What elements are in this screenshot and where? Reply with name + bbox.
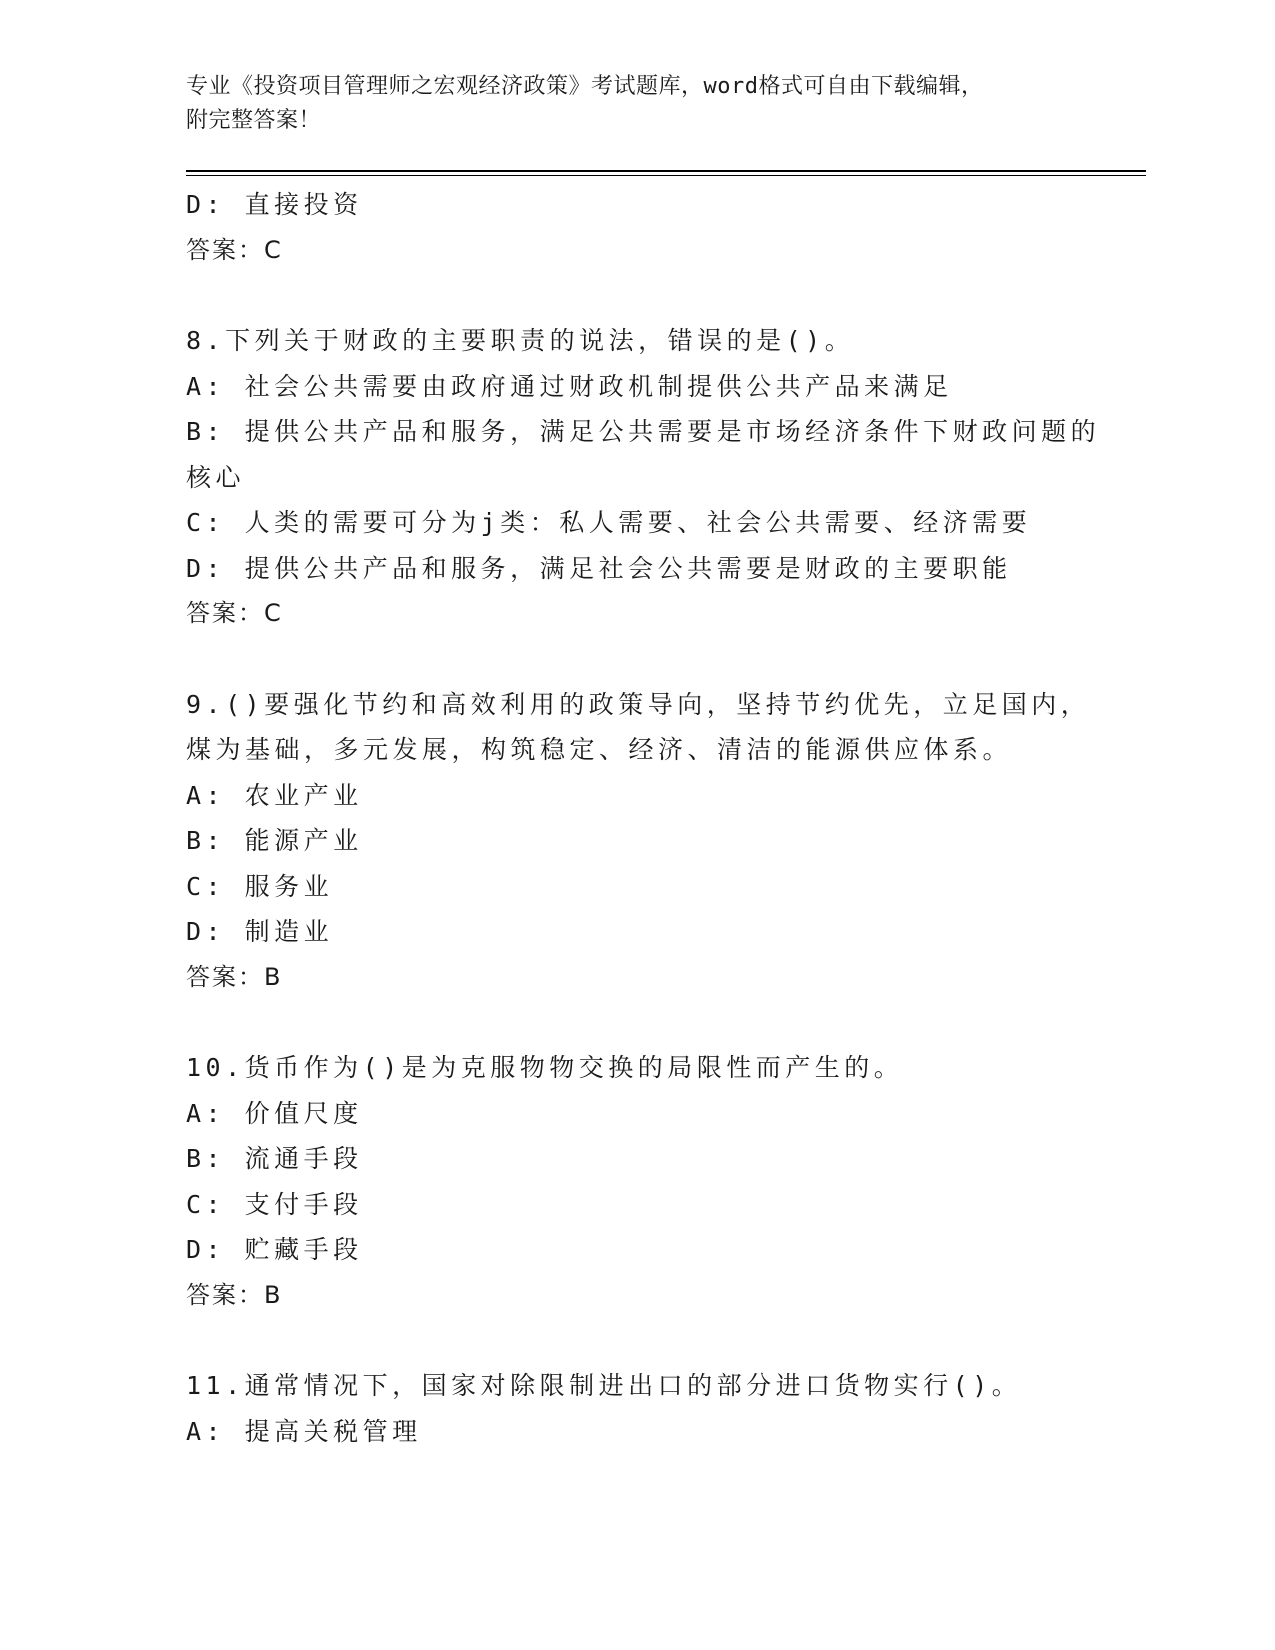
option-b: B: 能源产业 (186, 826, 363, 855)
divider-line-top (186, 170, 1146, 172)
question-block-7-tail (186, 182, 1146, 273)
question-block-9 (186, 682, 1146, 1001)
answer-line: 答案：C (186, 235, 283, 264)
question-stem: 8.下列关于财政的主要职责的说法，错误的是()。 (186, 326, 855, 355)
question-stem: 11.通常情况下，国家对除限制进出口的部分进口货物实行()。 (186, 1371, 1022, 1400)
option-c: C: 支付手段 (186, 1189, 363, 1219)
divider-line-bottom (186, 175, 1146, 176)
spacer (186, 1318, 1146, 1363)
option-b-continued: 核心 (186, 462, 246, 492)
question-block-10 (186, 1045, 1146, 1318)
option-d: D: 提供公共产品和服务，满足社会公共需要是财政的主要职能 (186, 553, 1012, 583)
option-b: B: 提供公共产品和服务，满足公共需要是市场经济条件下财政问题的 (186, 417, 1101, 446)
document-header-line-1: 专业《投资项目管理师之宏观经济政策》考试题库，word格式可自由下载编辑， (186, 74, 984, 99)
option-d: D: 贮藏手段 (186, 1235, 363, 1264)
option-b: B: 流通手段 (186, 1144, 363, 1173)
document-page (186, 70, 1146, 1454)
header-divider (186, 170, 1146, 176)
question-block-8 (186, 318, 1146, 637)
spacer (186, 1000, 1146, 1045)
option-a: A: 农业产业 (186, 780, 363, 810)
option-d: D: 制造业 (186, 917, 334, 946)
option-c: C: 服务业 (186, 871, 334, 901)
question-stem: 10.货币作为()是为克服物物交换的局限性而产生的。 (186, 1053, 904, 1082)
spacer (186, 637, 1146, 682)
answer-line: 答案：B (186, 962, 283, 991)
question-stem-continued: 煤为基础，多元发展，构筑稳定、经济、清洁的能源供应体系。 (186, 735, 1013, 764)
option-a: A: 社会公共需要由政府通过财政机制提供公共产品来满足 (186, 371, 953, 401)
option-d: D: 直接投资 (186, 190, 363, 219)
question-stem: 9.()要强化节约和高效利用的政策导向，坚持节约优先，立足国内， (186, 689, 1091, 719)
question-block-11 (186, 1363, 1146, 1454)
answer-line: 答案：B (186, 1280, 283, 1309)
document-header-line-2: 附完整答案！ (186, 108, 322, 133)
spacer (186, 273, 1146, 318)
option-a: A: 提高关税管理 (186, 1416, 422, 1446)
answer-line: 答案：C (186, 599, 283, 627)
option-c: C: 人类的需要可分为j类：私人需要、社会公共需要、经济需要 (186, 508, 1032, 537)
option-a: A: 价值尺度 (186, 1098, 363, 1128)
